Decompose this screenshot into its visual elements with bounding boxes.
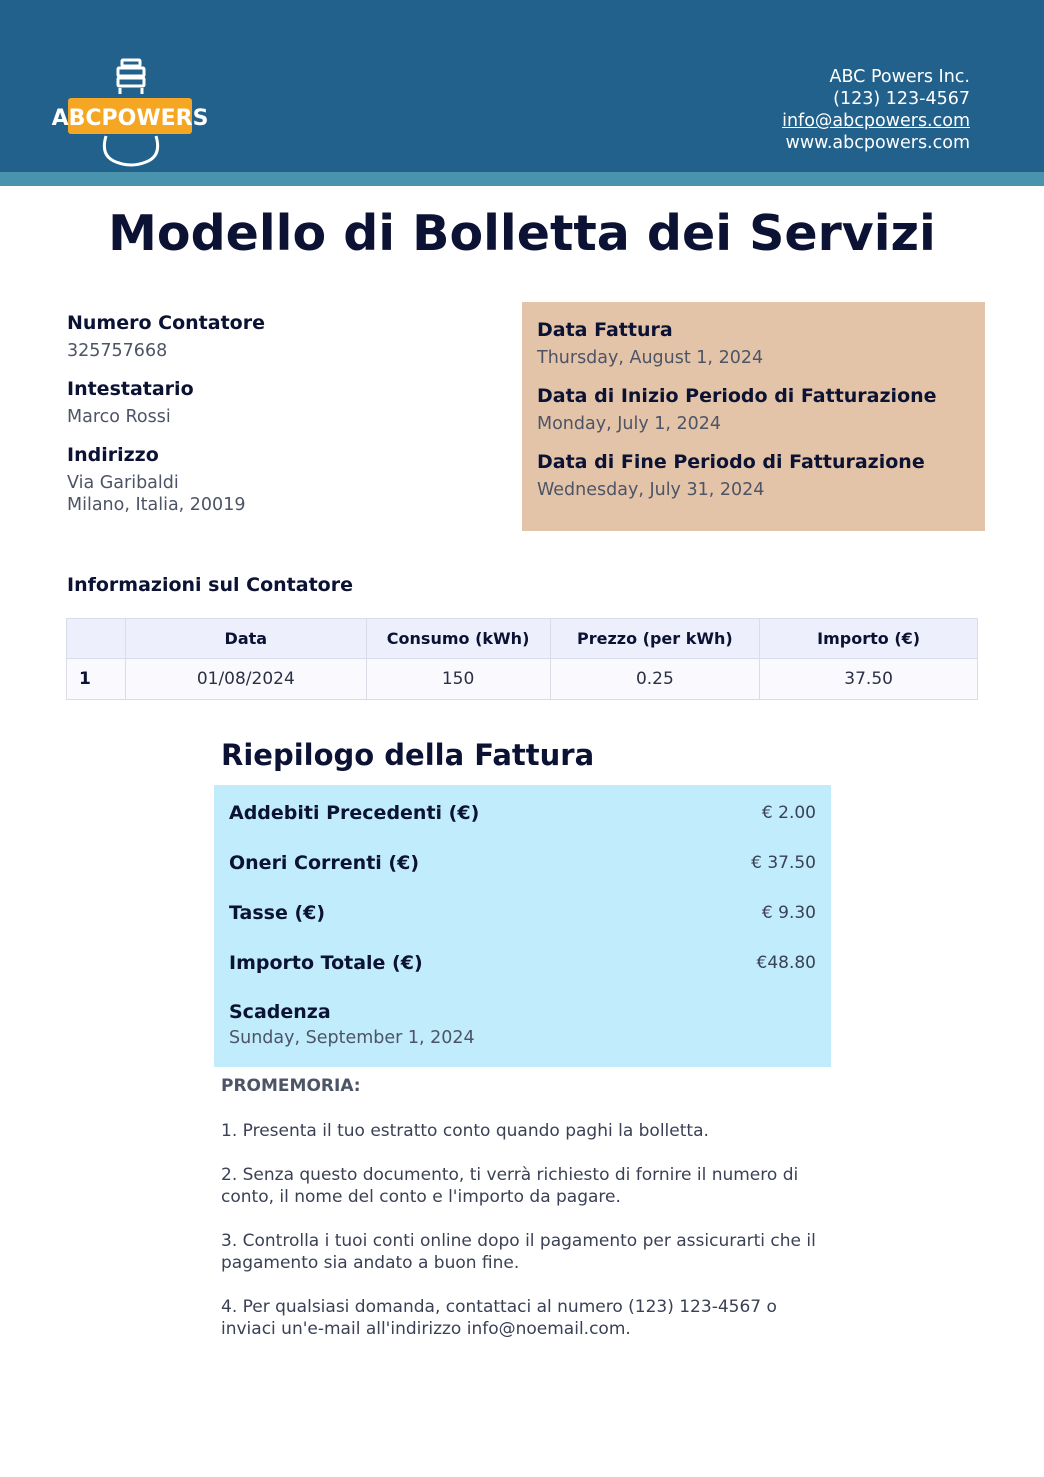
table-header-row bbox=[67, 619, 978, 659]
period-start-value: Monday, July 1, 2024 bbox=[537, 414, 722, 434]
billing-dates-box bbox=[522, 302, 985, 531]
address-value bbox=[67, 472, 487, 516]
customer-info bbox=[67, 312, 487, 532]
logo-text: ABCPOWERS bbox=[51, 106, 209, 131]
summary-box bbox=[214, 785, 831, 1067]
due-date-value: Sunday, September 1, 2024 bbox=[229, 1028, 475, 1048]
company-website: www.abcpowers.com bbox=[785, 133, 970, 153]
previous-charges-value: € 2.00 bbox=[761, 803, 816, 823]
reminder-item: 2. Senza questo documento, ti verrà richiesto di fornire il numero di conto, il nome del conto e l'importo da pagare. bbox=[221, 1165, 799, 1207]
previous-charges-label: Addebiti Precedenti (€) bbox=[229, 802, 480, 824]
total-label: Importo Totale (€) bbox=[229, 952, 423, 974]
address-label: Indirizzo bbox=[67, 444, 159, 466]
period-end-value: Wednesday, July 31, 2024 bbox=[537, 480, 765, 500]
meter-number-value: 325757668 bbox=[67, 341, 168, 361]
reminder-item: 1. Presenta il tuo estratto conto quando paghi la bolletta. bbox=[221, 1121, 709, 1141]
address-line2: Milano, Italia, 20019 bbox=[67, 495, 246, 515]
table-row bbox=[67, 659, 978, 700]
meter-number-label: Numero Contatore bbox=[67, 312, 265, 334]
holder-value: Marco Rossi bbox=[67, 407, 171, 427]
summary-row-taxes bbox=[229, 901, 816, 951]
lightbulb-logo-icon bbox=[51, 58, 209, 170]
address-line1: Via Garibaldi bbox=[67, 473, 179, 493]
taxes-value: € 9.30 bbox=[761, 903, 816, 923]
due-date-label: Scadenza bbox=[229, 1001, 331, 1023]
table-cell-consumption: 150 bbox=[366, 659, 550, 700]
table-header-date: Data bbox=[125, 619, 366, 659]
summary-row-total bbox=[229, 951, 816, 1001]
company-contact bbox=[782, 66, 970, 154]
meter-table bbox=[66, 618, 978, 700]
current-charges-label: Oneri Correnti (€) bbox=[229, 852, 420, 874]
table-header-consumption: Consumo (kWh) bbox=[366, 619, 550, 659]
taxes-label: Tasse (€) bbox=[229, 902, 326, 924]
meter-info-title: Informazioni sul Contatore bbox=[67, 574, 353, 596]
table-cell-index: 1 bbox=[67, 659, 126, 700]
reminder-section bbox=[221, 1076, 821, 1362]
reminder-title: PROMEMORIA: bbox=[221, 1076, 361, 1096]
reminder-item: 4. Per qualsiasi domanda, contattaci al numero (123) 123-4567 o inviaci un'e-mail all'indirizzo info@noemail.com. bbox=[221, 1297, 777, 1339]
due-date-block bbox=[229, 1001, 816, 1049]
table-cell-price: 0.25 bbox=[550, 659, 760, 700]
invoice-date-value: Thursday, August 1, 2024 bbox=[537, 348, 764, 368]
table-header-amount: Importo (€) bbox=[760, 619, 978, 659]
reminder-item: 3. Controlla i tuoi conti online dopo il pagamento per assicurarti che il pagamento sia andato a buon fine. bbox=[221, 1231, 816, 1273]
summary-title: Riepilogo della Fattura bbox=[221, 738, 595, 772]
holder-label: Intestatario bbox=[67, 378, 194, 400]
header-stripe bbox=[0, 172, 1044, 186]
period-start-label: Data di Inizio Periodo di Fatturazione bbox=[537, 385, 937, 407]
total-value: €48.80 bbox=[756, 953, 816, 973]
summary-row-previous bbox=[229, 801, 816, 851]
current-charges-value: € 37.50 bbox=[751, 853, 816, 873]
table-cell-amount: 37.50 bbox=[760, 659, 978, 700]
page-title: Modello di Bolletta dei Servizi bbox=[108, 205, 936, 262]
invoice-date-label: Data Fattura bbox=[537, 319, 673, 341]
company-phone: (123) 123-4567 bbox=[833, 89, 970, 109]
company-email-link[interactable]: info@abcpowers.com bbox=[782, 111, 970, 131]
table-cell-date: 01/08/2024 bbox=[125, 659, 366, 700]
period-end-label: Data di Fine Periodo di Fatturazione bbox=[537, 451, 925, 473]
table-header-price: Prezzo (per kWh) bbox=[550, 619, 760, 659]
table-header-index bbox=[67, 619, 126, 659]
company-name: ABC Powers Inc. bbox=[829, 67, 970, 87]
summary-row-current bbox=[229, 851, 816, 901]
